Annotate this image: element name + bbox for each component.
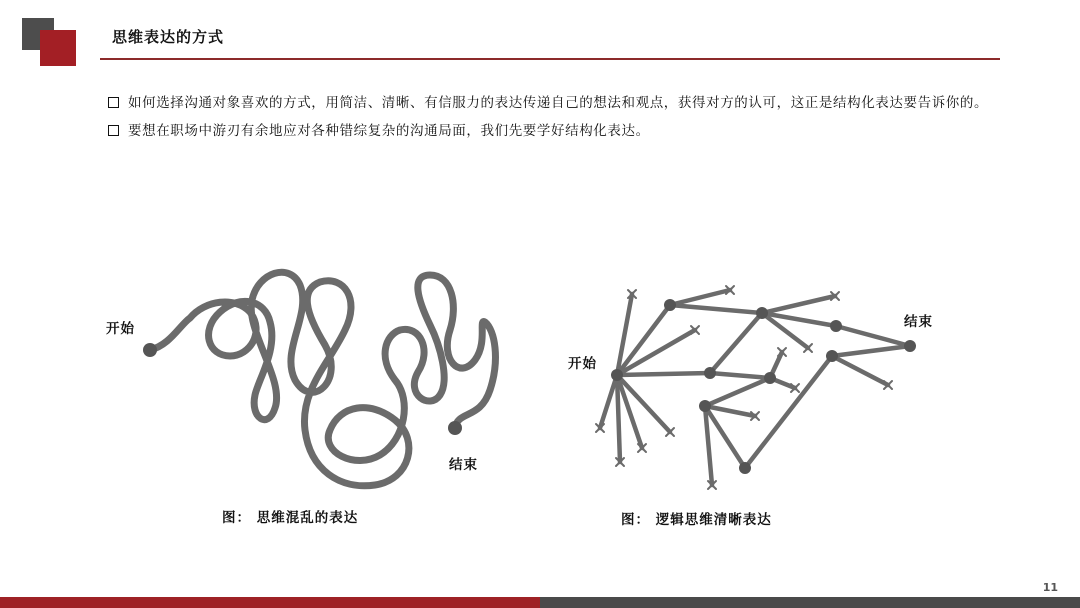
node-dot [830,320,842,332]
footer-bar-gray [540,597,1080,608]
footer-bar-red [0,597,540,608]
tangled-end-dot [448,421,462,435]
bullet-text: 如何选择沟通对象喜欢的方式，用简洁、清晰、有信服力的表达传递自己的想法和观点，获得对方的认可，这正是结构化表达要告诉你的。 [128,95,989,111]
tangled-path [150,272,495,486]
node-dot [611,369,623,381]
right-start-label: 开始 [568,356,597,372]
tangled-line-diagram [143,272,495,486]
branch-line [836,326,910,346]
clear-branch-diagram [600,290,910,485]
right-figure-caption: 图： 逻辑思维清晰表达 [621,512,772,528]
branch-line [617,330,695,375]
tangled-start-dot [143,343,157,357]
node-dot [704,367,716,379]
page-title: 思维表达的方式 [112,28,225,46]
branch-line [617,373,710,375]
node-dot [826,350,838,362]
branch-line [762,296,835,313]
page-number: 11 [1042,581,1058,594]
bullet-text: 要想在职场中游刃有余地应对各种错综复杂的沟通局面，我们先要学好结构化表达。 [128,123,650,139]
node-dot [699,400,711,412]
left-end-label: 结束 [449,457,478,473]
node-dot [739,462,751,474]
main-path [617,305,910,468]
node-dot [764,372,776,384]
node-dot [756,307,768,319]
node-dot [664,299,676,311]
node-dot [904,340,916,352]
branch-line [832,356,888,385]
left-figure-caption: 图： 思维混乱的表达 [222,510,359,526]
branch-line [600,375,617,428]
right-end-label: 结束 [904,314,933,330]
branch-line [670,290,730,305]
left-start-label: 开始 [106,321,135,337]
